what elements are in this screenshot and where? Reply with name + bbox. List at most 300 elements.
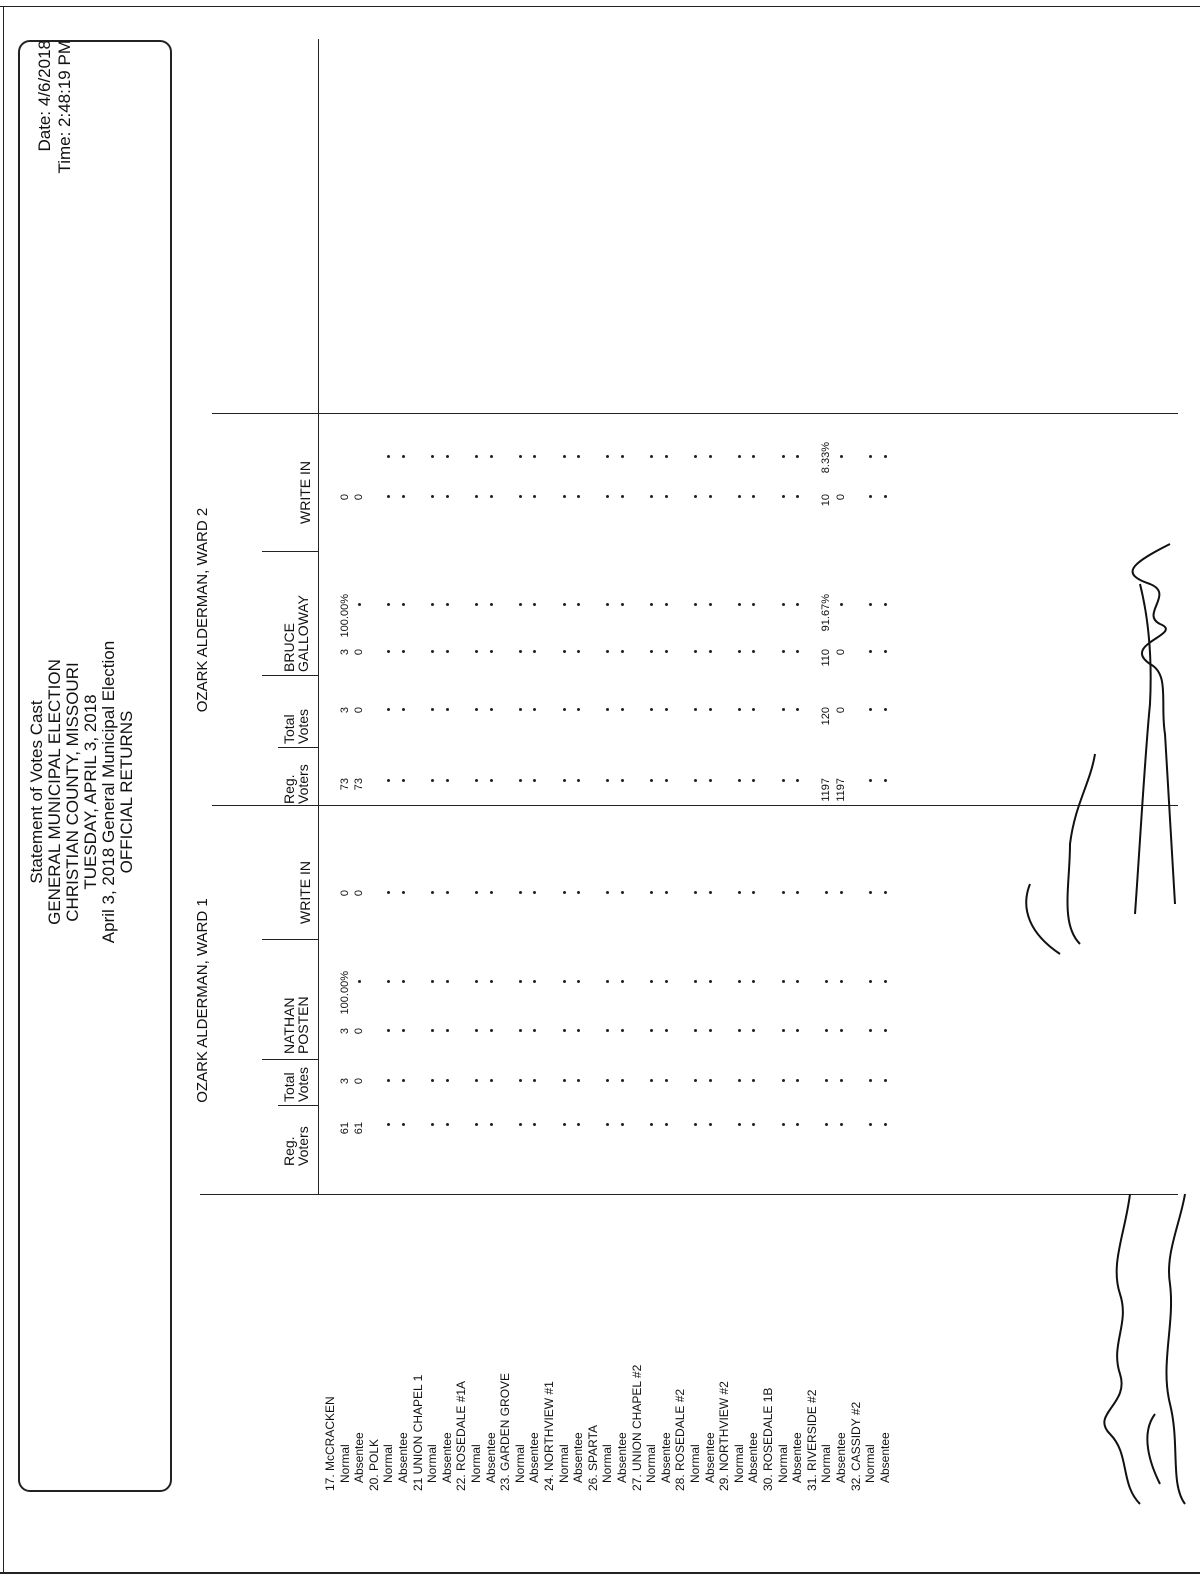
empty-cell-dot: [694, 1079, 697, 1082]
empty-cell-dot: [533, 891, 536, 894]
empty-cell-dot: [738, 1123, 741, 1126]
precinct-label: 29. NORTHVIEW #2: [717, 1381, 732, 1491]
vote-type-label: Absentee: [790, 1432, 805, 1483]
election-name: GENERAL MUNICIPAL ELECTION: [45, 659, 64, 925]
empty-cell-dot: [577, 779, 580, 782]
col-sep: [262, 551, 318, 552]
empty-cell-dot: [563, 603, 566, 606]
empty-cell-dot: [387, 779, 390, 782]
empty-cell-dot: [840, 603, 843, 606]
empty-cell-dot: [782, 708, 785, 711]
empty-cell-dot: [358, 603, 361, 606]
empty-cell-dot: [752, 1123, 755, 1126]
empty-cell-dot: [475, 603, 478, 606]
empty-cell-dot: [694, 1123, 697, 1126]
empty-cell-dot: [606, 650, 609, 653]
empty-cell-dot: [402, 1079, 405, 1082]
empty-cell-dot: [519, 1029, 522, 1032]
vote-type-label: Absentee: [615, 1432, 629, 1483]
reg-voters-cell: 61: [338, 1122, 351, 1135]
empty-cell-dot: [533, 1029, 536, 1032]
empty-cell-dot: [752, 980, 755, 983]
empty-cell-dot: [884, 495, 887, 498]
empty-cell-dot: [650, 650, 653, 653]
empty-cell-dot: [869, 779, 872, 782]
county-name: CHRISTIAN COUNTY, MISSOURI: [63, 662, 82, 922]
empty-cell-dot: [782, 650, 785, 653]
candidate-pct-cell: 100.00%: [338, 971, 351, 1015]
signature-left: [1010, 1164, 1200, 1524]
empty-cell-dot: [694, 650, 697, 653]
contest-1-reg-voters-header: Reg. Voters: [281, 1126, 311, 1166]
empty-cell-dot: [884, 980, 887, 983]
candidate-votes-cell: 0: [835, 649, 847, 656]
vote-type-label: Absentee: [571, 1432, 586, 1483]
empty-cell-dot: [431, 455, 434, 458]
empty-cell-dot: [650, 495, 653, 498]
empty-cell-dot: [782, 495, 785, 498]
empty-cell-dot: [606, 1079, 609, 1082]
empty-cell-dot: [519, 455, 522, 458]
reg-voters-cell: 73: [338, 778, 351, 791]
empty-cell-dot: [606, 891, 609, 894]
empty-cell-dot: [577, 650, 580, 653]
empty-cell-dot: [533, 650, 536, 653]
signature-stroke: [1068, 754, 1096, 944]
table-header-rule: [318, 39, 319, 1195]
empty-cell-dot: [840, 1079, 843, 1082]
empty-cell-dot: [446, 603, 449, 606]
empty-cell-dot: [884, 779, 887, 782]
empty-cell-dot: [402, 1123, 405, 1126]
col-sep: [262, 675, 318, 676]
candidate-votes-cell: 3: [338, 1028, 351, 1035]
empty-cell-dot: [752, 779, 755, 782]
precinct-label: 27. UNION CHAPEL #2: [629, 1364, 644, 1491]
empty-cell-dot: [519, 891, 522, 894]
signature-stroke: [1104, 1194, 1140, 1504]
empty-cell-dot: [563, 980, 566, 983]
empty-cell-dot: [752, 495, 755, 498]
empty-cell-dot: [738, 1029, 741, 1032]
empty-cell-dot: [577, 1123, 580, 1126]
empty-cell-dot: [446, 891, 449, 894]
empty-cell-dot: [490, 650, 493, 653]
empty-cell-dot: [840, 1123, 843, 1126]
empty-cell-dot: [752, 650, 755, 653]
vote-type-label: Normal: [775, 1444, 790, 1483]
empty-cell-dot: [577, 603, 580, 606]
precinct-label: 28. ROSEDALE #2: [673, 1388, 688, 1491]
empty-cell-dot: [431, 779, 434, 782]
empty-cell-dot: [665, 980, 668, 983]
report-date: Date: 4/6/2018: [35, 40, 54, 152]
empty-cell-dot: [796, 1079, 799, 1082]
empty-cell-dot: [650, 1029, 653, 1032]
col-sep: [262, 939, 318, 940]
empty-cell-dot: [709, 980, 712, 983]
signature-stroke: [1147, 1414, 1160, 1484]
report-time: Time: 2:48:19 PM: [55, 40, 74, 174]
empty-cell-dot: [621, 891, 624, 894]
vote-type-label: Absentee: [877, 1432, 892, 1483]
empty-cell-dot: [621, 1029, 624, 1032]
empty-cell-dot: [869, 1079, 872, 1082]
empty-cell-dot: [650, 603, 653, 606]
empty-cell-dot: [738, 603, 741, 606]
empty-cell-dot: [358, 980, 361, 983]
empty-cell-dot: [796, 1123, 799, 1126]
empty-cell-dot: [665, 1123, 668, 1126]
empty-cell-dot: [796, 455, 799, 458]
empty-cell-dot: [884, 1123, 887, 1126]
contest-2-total-votes-header: Total Votes: [281, 708, 311, 744]
precinct-label: 20. POLK: [366, 1438, 381, 1491]
vote-type-label: Normal: [425, 1444, 440, 1483]
total-votes-cell: 0: [353, 707, 366, 714]
empty-cell-dot: [782, 779, 785, 782]
empty-cell-dot: [475, 779, 478, 782]
empty-cell-dot: [519, 603, 522, 606]
empty-cell-dot: [869, 603, 872, 606]
empty-cell-dot: [621, 1079, 624, 1082]
empty-cell-dot: [752, 603, 755, 606]
empty-cell-dot: [577, 891, 580, 894]
vote-type-label: Normal: [688, 1444, 702, 1483]
empty-cell-dot: [665, 455, 668, 458]
empty-cell-dot: [563, 1029, 566, 1032]
empty-cell-dot: [840, 1029, 843, 1032]
contest-2-reg-voters-header: Reg. Voters: [281, 764, 311, 804]
empty-cell-dot: [402, 650, 405, 653]
empty-cell-dot: [606, 779, 609, 782]
empty-cell-dot: [387, 1123, 390, 1126]
empty-cell-dot: [796, 891, 799, 894]
empty-cell-dot: [475, 1123, 478, 1126]
empty-cell-dot: [490, 1123, 493, 1126]
empty-cell-dot: [782, 1123, 785, 1126]
empty-cell-dot: [606, 455, 609, 458]
empty-cell-dot: [563, 650, 566, 653]
empty-cell-dot: [563, 1123, 566, 1126]
empty-cell-dot: [519, 980, 522, 983]
report-datetime: [35, 40, 75, 174]
empty-cell-dot: [533, 779, 536, 782]
empty-cell-dot: [431, 891, 434, 894]
empty-cell-dot: [709, 495, 712, 498]
empty-cell-dot: [884, 603, 887, 606]
empty-cell-dot: [475, 495, 478, 498]
empty-cell-dot: [563, 779, 566, 782]
empty-cell-dot: [621, 495, 624, 498]
empty-cell-dot: [387, 708, 390, 711]
empty-cell-dot: [665, 495, 668, 498]
total-votes-cell: 0: [353, 1078, 366, 1085]
empty-cell-dot: [387, 891, 390, 894]
empty-cell-dot: [665, 1029, 668, 1032]
total-votes-cell: 0: [835, 707, 847, 714]
empty-cell-dot: [519, 779, 522, 782]
total-votes-cell: 120: [820, 707, 833, 726]
col-sep: [278, 747, 318, 748]
write-in-cell: 0: [338, 890, 351, 897]
vote-type-label: Absentee: [702, 1432, 717, 1483]
write-in-cell: 0: [338, 494, 351, 501]
empty-cell-dot: [840, 455, 843, 458]
empty-cell-dot: [884, 1029, 887, 1032]
empty-cell-dot: [621, 779, 624, 782]
empty-cell-dot: [606, 1123, 609, 1126]
contest-2-candidate-header: BRUCE GALLOWAY: [281, 594, 311, 672]
write-in-cell: 0: [353, 494, 366, 501]
empty-cell-dot: [563, 708, 566, 711]
empty-cell-dot: [577, 980, 580, 983]
empty-cell-dot: [825, 1079, 828, 1082]
empty-cell-dot: [709, 779, 712, 782]
report-title-block: [28, 0, 136, 1584]
empty-cell-dot: [825, 1029, 828, 1032]
vote-type-label: Normal: [469, 1444, 483, 1483]
vote-type-label: Normal: [600, 1444, 615, 1483]
empty-cell-dot: [752, 891, 755, 894]
empty-cell-dot: [709, 603, 712, 606]
empty-cell-dot: [650, 779, 653, 782]
precinct-label: 26. SPARTA: [585, 1424, 600, 1491]
empty-cell-dot: [709, 708, 712, 711]
empty-cell-dot: [709, 650, 712, 653]
empty-cell-dot: [446, 1123, 449, 1126]
precinct-label: 22. ROSEDALE #1A: [454, 1380, 469, 1491]
signature-stroke: [1026, 884, 1060, 954]
empty-cell-dot: [825, 891, 828, 894]
empty-cell-dot: [533, 495, 536, 498]
empty-cell-dot: [884, 891, 887, 894]
empty-cell-dot: [431, 1029, 434, 1032]
empty-cell-dot: [738, 455, 741, 458]
empty-cell-dot: [606, 495, 609, 498]
empty-cell-dot: [431, 495, 434, 498]
empty-cell-dot: [533, 708, 536, 711]
empty-cell-dot: [621, 1123, 624, 1126]
empty-cell-dot: [519, 708, 522, 711]
vote-type-label: Normal: [512, 1444, 527, 1483]
contest-1-candidate-header: NATHAN POSTEN: [281, 996, 311, 1054]
empty-cell-dot: [519, 1079, 522, 1082]
empty-cell-dot: [709, 891, 712, 894]
empty-cell-dot: [869, 708, 872, 711]
candidate-votes-cell: 0: [353, 649, 366, 656]
empty-cell-dot: [796, 779, 799, 782]
empty-cell-dot: [446, 1029, 449, 1032]
empty-cell-dot: [694, 891, 697, 894]
empty-cell-dot: [387, 1029, 390, 1032]
reg-voters-cell: 1197: [835, 778, 847, 802]
empty-cell-dot: [490, 455, 493, 458]
empty-cell-dot: [869, 1123, 872, 1126]
empty-cell-dot: [738, 650, 741, 653]
empty-cell-dot: [738, 779, 741, 782]
write-in-cell: 10: [820, 494, 833, 507]
empty-cell-dot: [884, 650, 887, 653]
reg-voters-cell: 61: [353, 1122, 366, 1135]
empty-cell-dot: [533, 455, 536, 458]
empty-cell-dot: [446, 708, 449, 711]
empty-cell-dot: [431, 603, 434, 606]
empty-cell-dot: [490, 980, 493, 983]
empty-cell-dot: [869, 455, 872, 458]
empty-cell-dot: [738, 1079, 741, 1082]
empty-cell-dot: [577, 708, 580, 711]
report-title: Statement of Votes Cast: [27, 700, 46, 884]
candidate-pct-cell: 100.00%: [338, 594, 351, 638]
election-subtitle: April 3, 2018 General Municipal Election: [99, 640, 118, 944]
table-right-border: [212, 413, 1178, 414]
empty-cell-dot: [796, 495, 799, 498]
empty-cell-dot: [694, 980, 697, 983]
empty-cell-dot: [533, 603, 536, 606]
empty-cell-dot: [475, 891, 478, 894]
empty-cell-dot: [519, 1123, 522, 1126]
empty-cell-dot: [533, 1123, 536, 1126]
precinct-label: 21 UNION CHAPEL 1: [410, 1374, 425, 1491]
empty-cell-dot: [490, 603, 493, 606]
empty-cell-dot: [650, 980, 653, 983]
empty-cell-dot: [884, 708, 887, 711]
vote-type-label: Absentee: [746, 1432, 761, 1483]
empty-cell-dot: [490, 1029, 493, 1032]
empty-cell-dot: [650, 455, 653, 458]
vote-type-label: Absentee: [439, 1432, 454, 1483]
empty-cell-dot: [475, 980, 478, 983]
vote-type-label: Absentee: [527, 1432, 542, 1483]
empty-cell-dot: [709, 455, 712, 458]
reg-voters-cell: 1197: [820, 778, 833, 802]
empty-cell-dot: [650, 1079, 653, 1082]
empty-cell-dot: [446, 1079, 449, 1082]
empty-cell-dot: [694, 708, 697, 711]
empty-cell-dot: [431, 708, 434, 711]
empty-cell-dot: [796, 1029, 799, 1032]
empty-cell-dot: [446, 455, 449, 458]
empty-cell-dot: [869, 891, 872, 894]
precinct-label: 23. GARDEN GROVE: [498, 1372, 513, 1491]
empty-cell-dot: [782, 980, 785, 983]
empty-cell-dot: [563, 1079, 566, 1082]
empty-cell-dot: [577, 495, 580, 498]
empty-cell-dot: [694, 495, 697, 498]
empty-cell-dot: [402, 708, 405, 711]
empty-cell-dot: [694, 1029, 697, 1032]
empty-cell-dot: [606, 603, 609, 606]
empty-cell-dot: [475, 708, 478, 711]
empty-cell-dot: [621, 603, 624, 606]
empty-cell-dot: [650, 891, 653, 894]
empty-cell-dot: [431, 980, 434, 983]
empty-cell-dot: [752, 1079, 755, 1082]
empty-cell-dot: [752, 455, 755, 458]
vote-type-label: Absentee: [396, 1432, 410, 1483]
empty-cell-dot: [840, 980, 843, 983]
empty-cell-dot: [606, 708, 609, 711]
empty-cell-dot: [475, 1029, 478, 1032]
empty-cell-dot: [694, 603, 697, 606]
vote-type-label: Normal: [819, 1444, 834, 1483]
col-sep: [278, 1105, 318, 1106]
empty-cell-dot: [650, 708, 653, 711]
vote-type-label: Absentee: [658, 1432, 673, 1483]
empty-cell-dot: [387, 495, 390, 498]
precinct-label: 31. RIVERSIDE #2: [804, 1389, 819, 1491]
empty-cell-dot: [665, 708, 668, 711]
empty-cell-dot: [752, 1029, 755, 1032]
empty-cell-dot: [665, 650, 668, 653]
precinct-label: 30. ROSEDALE 1B: [761, 1387, 775, 1491]
empty-cell-dot: [869, 650, 872, 653]
vote-type-label: Normal: [863, 1444, 878, 1483]
empty-cell-dot: [387, 603, 390, 606]
empty-cell-dot: [840, 891, 843, 894]
empty-cell-dot: [825, 980, 828, 983]
total-votes-cell: 3: [338, 1078, 351, 1085]
empty-cell-dot: [796, 603, 799, 606]
precinct-label: 17. McCRACKEN: [323, 1396, 337, 1491]
empty-cell-dot: [796, 650, 799, 653]
empty-cell-dot: [387, 455, 390, 458]
candidate-votes-cell: 110: [820, 649, 833, 667]
empty-cell-dot: [402, 1029, 405, 1032]
empty-cell-dot: [490, 708, 493, 711]
vote-type-label: Normal: [381, 1444, 396, 1483]
contest-2-write-in-header: WRITE IN: [297, 461, 313, 524]
empty-cell-dot: [577, 455, 580, 458]
contest-2-title: OZARK ALDERMAN, WARD 2: [194, 507, 211, 713]
empty-cell-dot: [402, 603, 405, 606]
empty-cell-dot: [621, 455, 624, 458]
contest-1-write-in-header: WRITE IN: [297, 861, 313, 924]
election-date: TUESDAY, APRIL 3, 2018: [81, 694, 100, 890]
empty-cell-dot: [490, 495, 493, 498]
total-votes-cell: 3: [338, 707, 351, 714]
empty-cell-dot: [738, 708, 741, 711]
empty-cell-dot: [738, 980, 741, 983]
empty-cell-dot: [387, 1079, 390, 1082]
write-in-cell: 0: [835, 494, 847, 501]
empty-cell-dot: [402, 495, 405, 498]
empty-cell-dot: [665, 779, 668, 782]
empty-cell-dot: [563, 495, 566, 498]
empty-cell-dot: [402, 455, 405, 458]
empty-cell-dot: [475, 455, 478, 458]
empty-cell-dot: [709, 1079, 712, 1082]
empty-cell-dot: [387, 650, 390, 653]
empty-cell-dot: [621, 980, 624, 983]
empty-cell-dot: [665, 891, 668, 894]
signature-center: [1000, 484, 1200, 964]
empty-cell-dot: [446, 980, 449, 983]
empty-cell-dot: [563, 891, 566, 894]
empty-cell-dot: [577, 1079, 580, 1082]
empty-cell-dot: [475, 1079, 478, 1082]
empty-cell-dot: [621, 650, 624, 653]
empty-cell-dot: [431, 1123, 434, 1126]
empty-cell-dot: [475, 650, 478, 653]
empty-cell-dot: [577, 1029, 580, 1032]
empty-cell-dot: [402, 980, 405, 983]
empty-cell-dot: [782, 603, 785, 606]
vote-type-label: Normal: [644, 1444, 659, 1483]
empty-cell-dot: [490, 891, 493, 894]
vote-type-label: Normal: [337, 1444, 352, 1483]
